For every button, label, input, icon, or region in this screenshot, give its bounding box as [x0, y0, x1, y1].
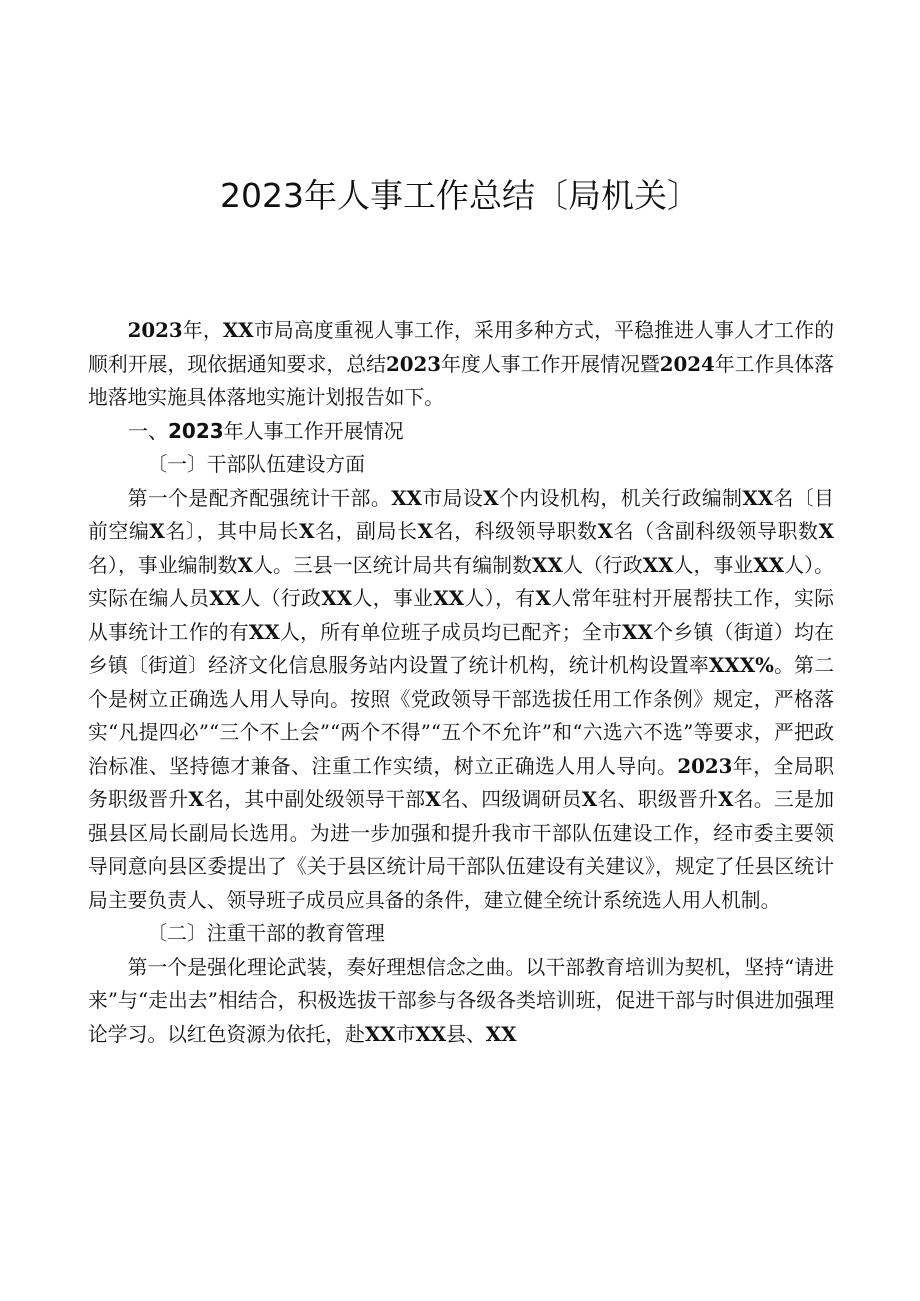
subsection-heading: 〔二〕注重干部的教育管理 [147, 922, 385, 945]
body-paragraph: 第一个是强化理论武装，奏好理想信念之曲。以干部教育培训为契机，坚持“请进来”与“走出去”相结合，积极选拔干部参与各级各类培训班，促进干部与时俱进加强理论学习。以红色资源为依托，赴XX市XX县、XX [88, 955, 834, 1046]
body-paragraph: 2023年，XX市局高度重视人事工作，采用多种方式，平稳推进人事人才工作的顺利开展，现依据通知要求，总结2023年度人事工作开展情况暨2024年工作具体落地落地实施具体落地实施计划报告如下。 [88, 318, 834, 409]
body-paragraph: 第一个是配齐配强统计干部。XX市局设X个内设机构，机关行政编制XX名〔目前空编X名〕，其中局长X名，副局长X名，科级领导职数X名（含副科级领导职数X名），事业编制数X人。三县一区统计局共有编制数XX人（行政XX人，事业XX人）。实际在编人员XX人（行政XX人，事业XX人），有X人常年驻村开展帮扶工作，实际从事统计工作的有XX人，所有单位班子成员均已配齐；全市XX个乡镇（街道）均在乡镇〔街道〕经济文化信息服务站内设置了统计机构，统计机构设置率XXX%。第二个是树立正确选人用人导向。按照《党政领导干部选拔任用工作条例》规定，严格落实“凡提四必”“三个不上会”“两个不得”“五个不允许”和“六选六不选”等要求，严把政治标准、坚持德才兼备、注重工作实绩，树立正确选人用人导向。2023年，全局职务职级晋升X名，其中副处级领导干部X名、四级调研员X名、职级晋升X名。三是加强县区局长副局长选用。为进一步加强和提升我市干部队伍建设工作，经市委主要领导同意向县区委提出了《关于县区统计局干部队伍建设有关建议》，规定了任县区统计局主要负责人、领导班子成员应具备的条件，建立健全统计系统选人用人机制。 [88, 485, 834, 912]
document-body [88, 314, 834, 1051]
section-heading: 一、2023年人事工作开展情况 [128, 418, 404, 443]
subsection-heading: 〔一〕干部队伍建设方面 [147, 453, 365, 476]
document-title: 2023年人事工作总结〔局机关〕 [220, 176, 700, 215]
